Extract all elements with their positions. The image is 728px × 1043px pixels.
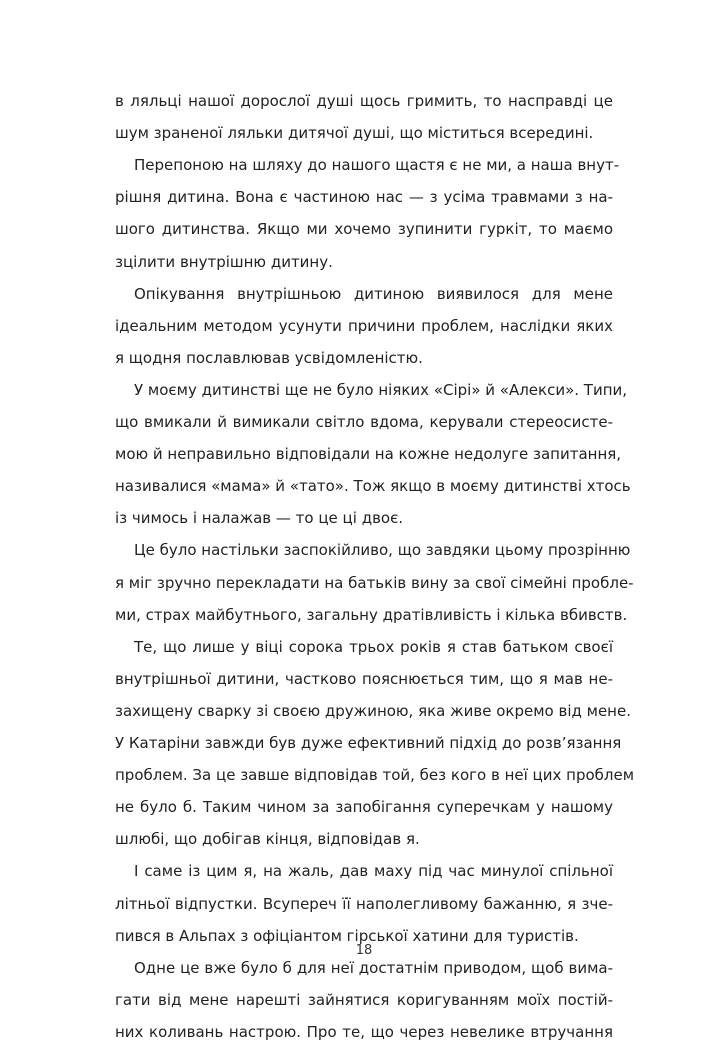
text-line: шого дитинства. Якщо ми хочемо зупинити гуркіт, то маємо: [115, 220, 613, 239]
text-line: ми, страх майбутнього, загальну дратівливість і кілька вбивств.: [115, 605, 628, 624]
text-line: Опікування внутрішньою дитиною виявилося для мене: [134, 284, 613, 303]
text-line: із чимось і налажав — то це ці двоє.: [115, 509, 404, 528]
text-line: гати від мене нарешті зайнятися коригуванням моїх постій-: [115, 990, 613, 1009]
text-line: пився в Альпах з офіціантом гірської хатини для туристів.: [115, 926, 579, 945]
page-number: 18: [355, 943, 373, 958]
text-line: них коливань настрою. Про те, що через невелике втручання: [115, 1022, 613, 1041]
text-line: проблем. За це завше відповідав той, без кого в неї цих проблем: [115, 766, 635, 785]
text-line: Це було настільки заспокійливо, що завдяки цьому прозрінню: [134, 541, 631, 560]
text-line: в ляльці нашої дорослої душі щось гримить, то насправді це: [115, 92, 613, 110]
text-line: Перепоною на шляху до нашого щастя є не ми, а наша внут-: [134, 156, 620, 175]
text-line: шлюбі, що добігав кінця, відповідав я.: [115, 830, 420, 849]
text-line: У моєму дитинстві ще не було ніяких «Сірі» й «Алекси». Типи,: [134, 380, 628, 399]
text-line: я щодня пославлював усвідомленістю.: [115, 348, 423, 367]
text-line: мою й неправильно відповідали на кожне недолуге запитання,: [115, 445, 622, 464]
text-line: ідеальним методом усунути причини проблем, наслідки яких: [115, 316, 613, 335]
text-line: Одне це вже було б для неї достатнім приводом, щоб вима-: [134, 958, 613, 977]
text-line: Те, що лише у віці сорока трьох років я став батьком своєї: [134, 637, 613, 656]
text-line: літньої відпустки. Всупереч її наполегливому бажанню, я зче-: [115, 894, 613, 913]
text-line: що вмикали й вимикали світло вдома, керували стереосисте-: [115, 413, 613, 431]
text-line: я міг зручно перекладати на батьків вину за свої сімейні пробле-: [115, 573, 634, 592]
text-line: внутрішньої дитини, частково пояснюється тим, що я мав не-: [115, 669, 613, 688]
text-line: І саме із цим я, на жаль, дав маху під час минулої спільної: [134, 862, 613, 881]
text-line: називалися «мама» й «тато». Тож якщо в моєму дитинстві хтось: [115, 477, 631, 496]
text-line: У Катаріни завжди був дуже ефективний підхід до розв’язання: [115, 734, 622, 752]
text-line: шум зраненої ляльки дитячої душі, що міститься всередині.: [115, 124, 594, 143]
text-line: захищену сварку зі своєю дружиною, яка живе окремо від мене.: [115, 701, 631, 720]
text-line: не було б. Таким чином за запобігання суперечкам у нашому: [115, 798, 613, 817]
text-line: рішня дитина. Вона є частиною нас — з усіма травмами з на-: [115, 188, 613, 207]
text-line: зцілити внутрішню дитину.: [115, 252, 333, 271]
